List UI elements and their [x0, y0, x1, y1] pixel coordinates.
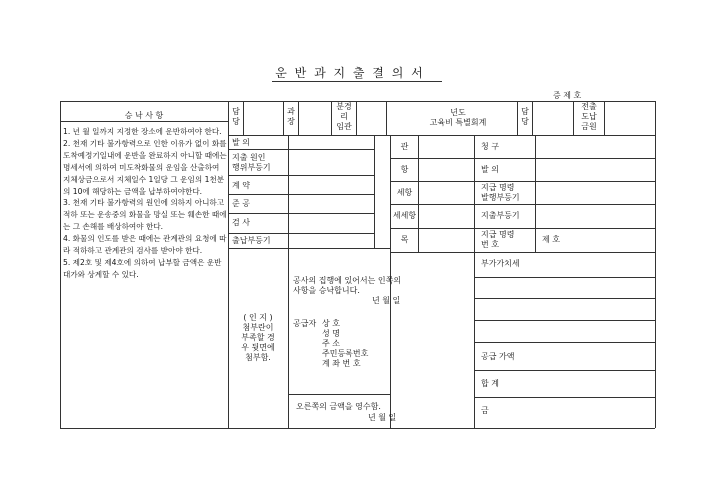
header-dam-a: 담 당	[232, 107, 240, 126]
label-jigeup-myeongryeong: 지급 명령 발행부등기	[481, 183, 520, 202]
condition-item-2: 2. 천재 기타 불가항력으로 인한 이유가 없이 화를 도착예정기일내에 운반을 완료하지 아니할 때에는 명세서에 의하여 미도착화물의 운임을 산출하여 지체상금으로서 지체일수 1일당 그 운임의 1천분의 10에 해당하는 금액을 납부하여야한다.	[63, 138, 227, 196]
supplier-field-account: 계 좌 번 호	[322, 359, 361, 368]
header-dam-b: 담 당	[521, 107, 529, 126]
frame-left	[60, 101, 61, 428]
header-gwajang: 과 장	[287, 107, 295, 126]
approval-statement: 공사의 집행에 있어서는 인쪽의 사항을 승낙합니다.	[293, 276, 402, 295]
label-jigeup-wonin: 지출 원인 행위부등기	[232, 153, 271, 172]
label-gwan: 관	[400, 142, 409, 151]
condition-item-4: 4. 화물의 인도를 받은 때에는 관계관의 요청에 따라 적하하고 관계관의 검사를 받아야 한다.	[63, 234, 227, 256]
label-sehang: 세항	[396, 188, 413, 197]
frame-top	[60, 101, 655, 102]
supplier-label: 공급자	[293, 319, 317, 328]
condition-item-1: 1. 년 월 일까지 지정한 장소에 운반하여야 한다.	[63, 127, 222, 136]
seal-attachment-note: ( 인 지 ) 첨부란이 부족할 경 우 뒷면에 첨부함.	[241, 313, 275, 362]
left-conditions	[63, 126, 227, 281]
document-title: 운 반 과 지 출 결 의 서	[275, 66, 425, 80]
frame-right	[655, 101, 656, 428]
label-bal-ui: 발 의	[232, 138, 250, 147]
label-geom-sa: 검 사	[232, 218, 250, 227]
label-jigeup-beonho: 지급 명령 번 호	[481, 230, 515, 249]
supplier-field-id: 주민등록번호	[322, 349, 369, 358]
label-jigeup-budeunggi: 지출부등기	[481, 211, 520, 220]
label-jun-gong: 준 공	[232, 199, 250, 208]
label-amount: 금	[481, 406, 489, 415]
left-heading: 승 낙 사 항	[124, 111, 164, 120]
label-chulnap: 출납부등기	[232, 236, 271, 245]
receipt-statement: 오른쪽의 금액을 영수함.	[296, 402, 381, 411]
condition-item-3: 3. 천재 기타 불가항력의 원인에 의하지 아니하고 적하 또는 운송중의 화물을 망실 또는 훼손한 때에는 그 손해를 배상하여야 한다.	[63, 198, 227, 232]
label-gye-yak: 계 약	[232, 181, 250, 190]
label-mok: 목	[400, 235, 409, 244]
condition-item-5: 5. 제2호 및 제4호에 의하여 납부할 금액은 운반대가와 상계할 수 있다.	[63, 257, 222, 279]
label-right-bal-ui: 발 의	[481, 165, 499, 174]
frame-bottom	[60, 428, 655, 429]
label-total: 합 계	[481, 379, 499, 388]
label-hang: 항	[400, 165, 409, 174]
title-underline	[272, 81, 442, 82]
label-supply-price: 공급 가액	[481, 352, 515, 361]
cert-number-label: 증 제 호	[553, 91, 582, 100]
label-sesehang: 세세항	[392, 211, 417, 220]
approval-date: 년 월 일	[372, 296, 401, 305]
header-jeonchul: 전출 도납 금원	[581, 102, 597, 131]
supplier-fields	[322, 319, 368, 369]
label-vat: 부가가치세	[481, 259, 520, 268]
label-cheonggu: 청 구	[481, 142, 499, 151]
header-bungyeong: 분경 리 임관	[336, 102, 352, 131]
supplier-field-rep: 성 명	[322, 329, 340, 338]
supplier-field-address: 주 소	[322, 339, 340, 348]
supplier-field-name: 상 호	[322, 319, 340, 328]
receipt-date: 년 월 일	[368, 413, 397, 422]
header-year-account: 년도 고육비 특별회계	[429, 108, 487, 127]
label-je-ho: 제 호	[542, 235, 560, 244]
